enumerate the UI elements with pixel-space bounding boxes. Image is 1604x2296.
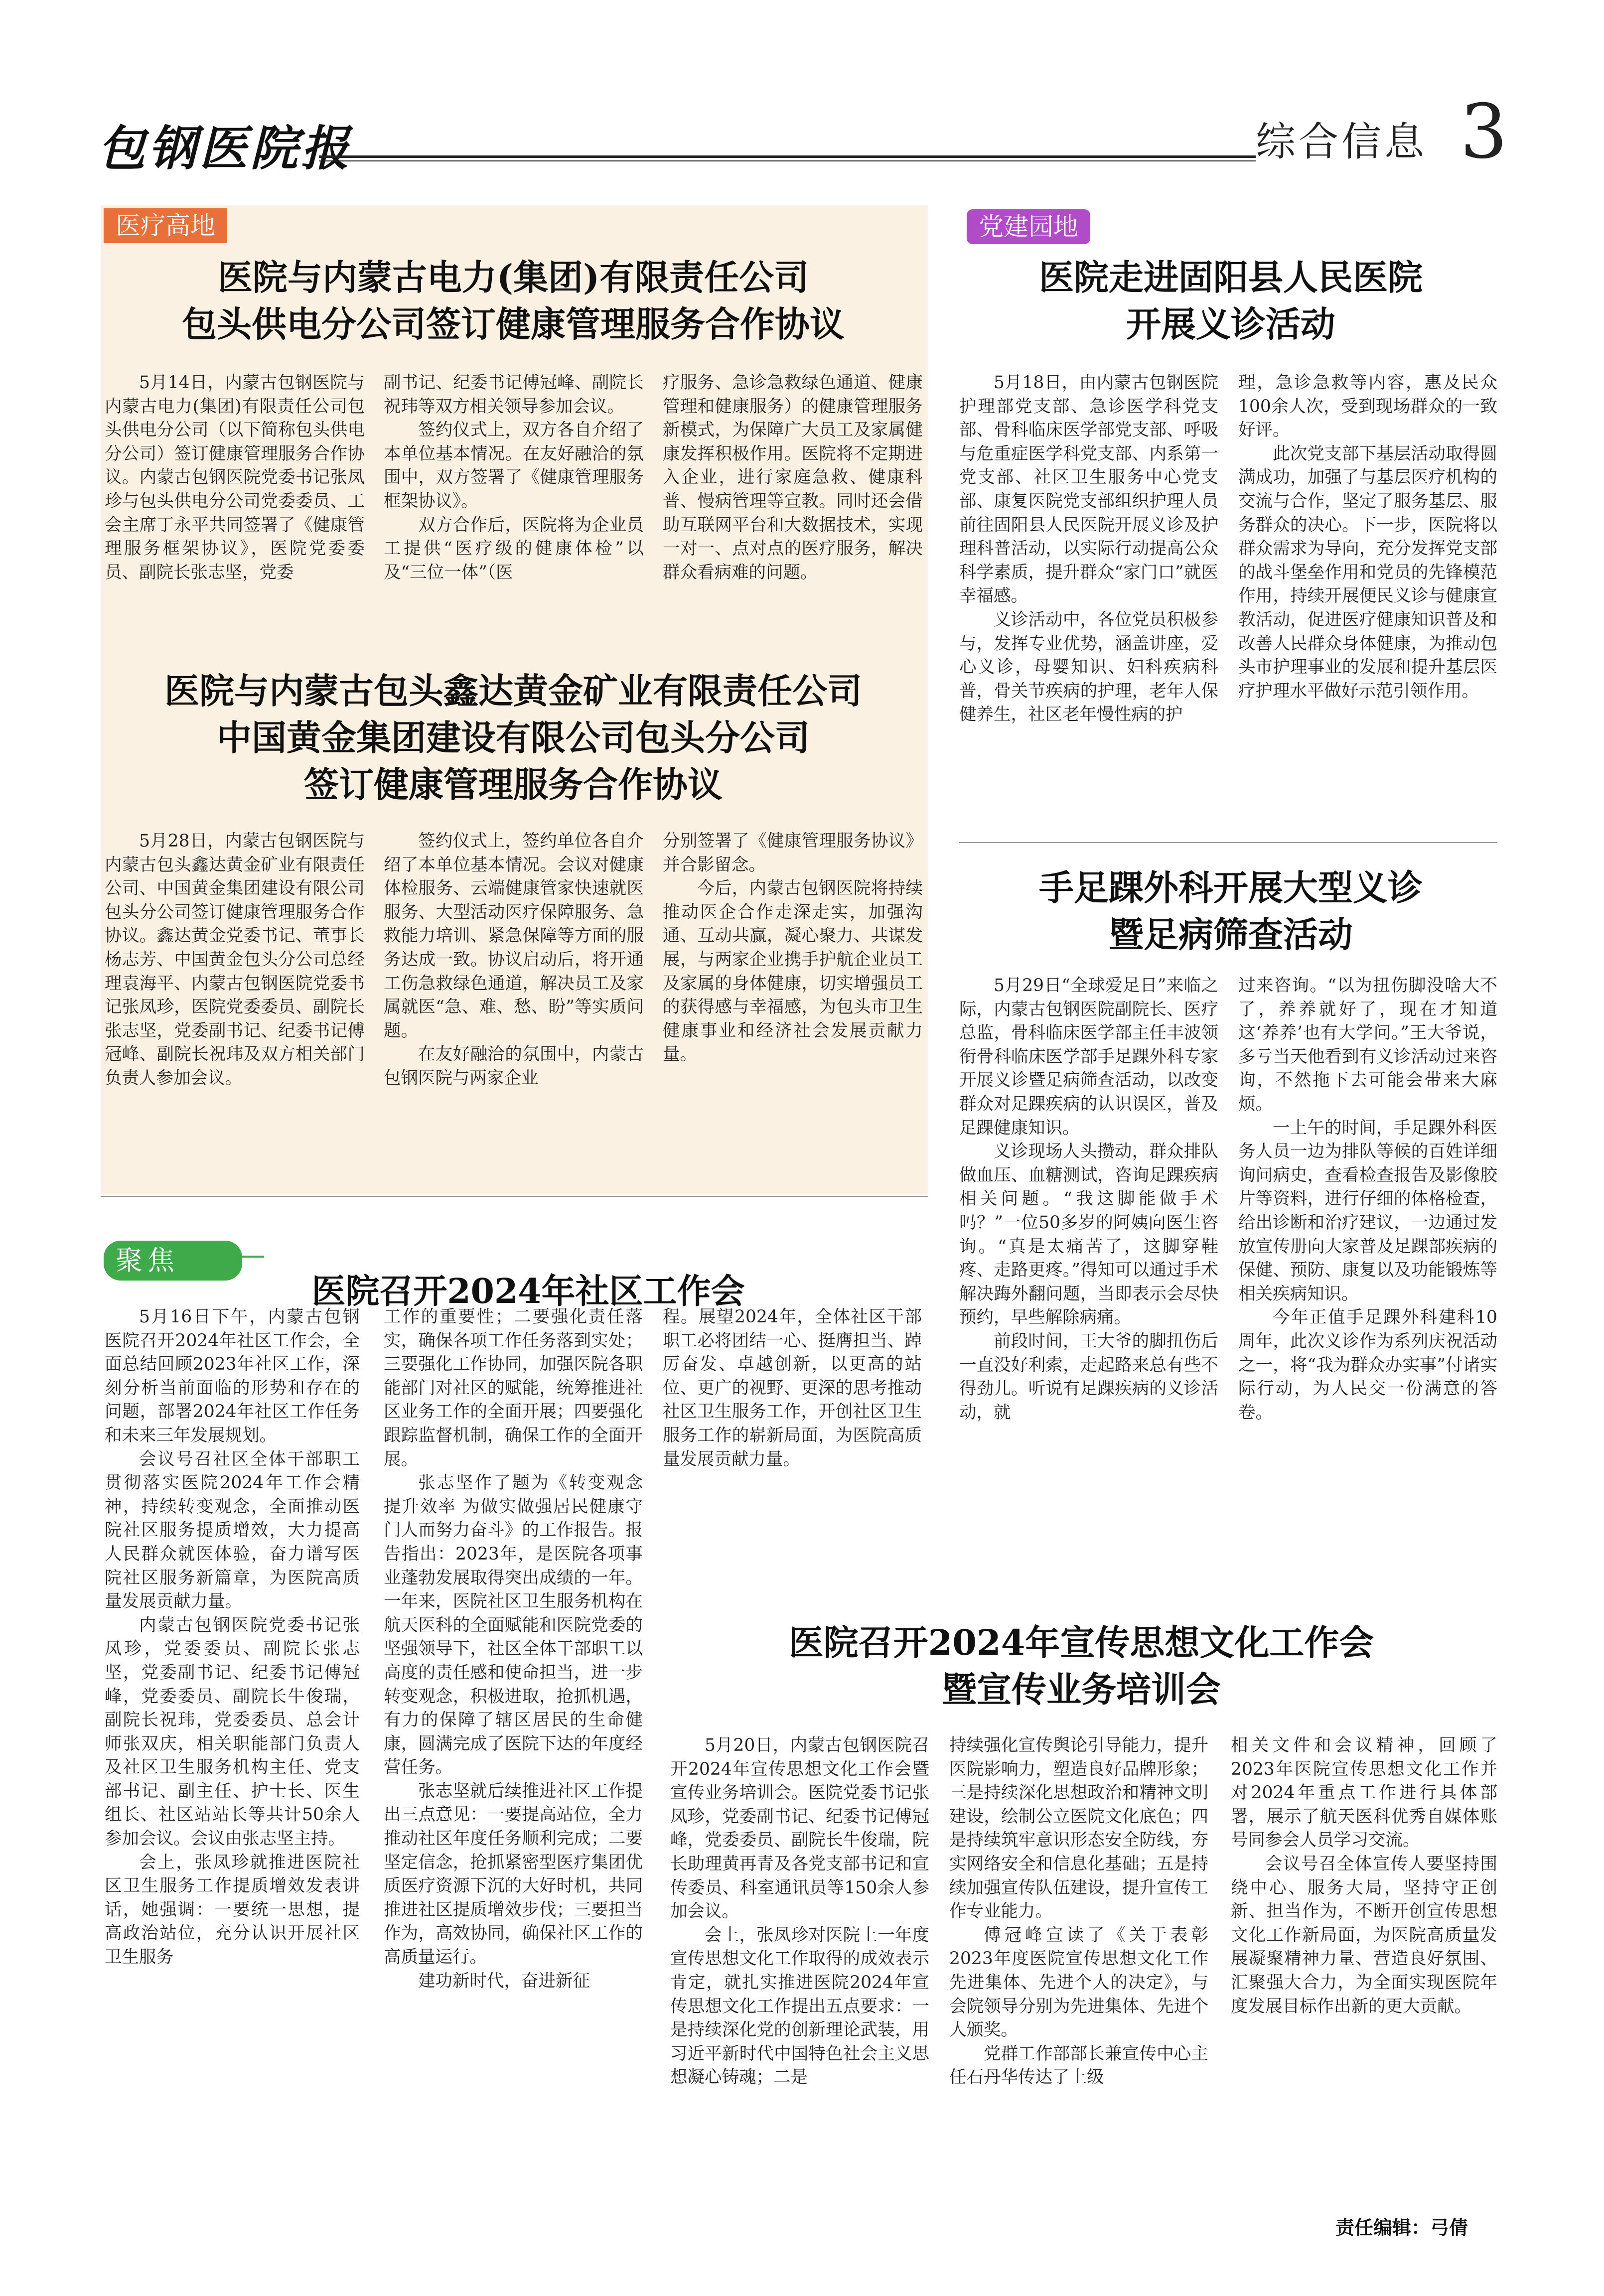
paragraph: 会上，张凤珍就推进医院社区卫生服务工作提质增效发表讲话，她强调：一要统一思想，提高政治站位，充分认识开展社区卫生服务 [105,1852,360,1968]
paragraph: 程。展望2024年，全体社区干部职工必将团结一心、挺膺担当、踔厉奋发、卓越创新，以更高的站位、更广的视野、更深的思考推动社区卫生服务工作，开创社区卫生服务工作的崭新局面，为医院高质量发展贡献力量。 [663,1307,922,1469]
article-3-column-2 [1238,371,1497,810]
article-2-column-1 [105,830,365,1168]
article-2-column-3 [663,830,923,1168]
paragraph: 党群工作部部长兼宣传中心主任石丹华传达了上级 [949,2043,1208,2088]
headline-line: 手足踝外科开展大型义诊 [1039,867,1423,908]
article-4-column-2 [1238,974,1497,1572]
article-3-headline [962,254,1500,348]
headline-line: 中国黄金集团建设有限公司包头分公司 [217,717,810,758]
paragraph: 张志坚作了题为《转变观念 提升效率 为做实做强居民健康守门人而努力奋斗》的工作报告。报告指出：2023年，是医院各项事业蓬勃发展取得突出成绩的一年。一年来，医院社区卫生服务机构在航天医科的全面赋能和医院党委的坚强领导下，社区全体干部职工以高度的责任感和使命担当，进一步转变观念，积极进取，抢抓机遇，有力的保障了辖区居民的生命健康，圆满完成了医院下达的年度经营任务。 [384,1473,643,1778]
paragraph: 在友好融洽的氛围中，内蒙古包钢医院与两家企业 [384,1044,644,1088]
paragraph: 此次党支部下基层活动取得圆满成功，加强了与基层医疗机构的交流与合作，坚定了服务基层、服务群众的决心。下一步，医院将以群众需求为导向，充分发挥党支部的战斗堡垒作用和党员的先锋模范作用，持续开展便民义诊与健康宣教活动，促进医疗健康知识普及和改善人民群众身体健康，为推动包头市护理事业的发展和提升基层医疗护理水平做好示范引领作用。 [1238,443,1497,701]
paragraph: 义诊活动中，各位党员积极参与，发挥专业优势，涵盖讲座，爱心义诊，母婴知识、妇科疾病科普，骨关节疾病的护理，老年人保健养生，社区老年慢性病的护 [959,609,1218,725]
article-2-column-2 [384,830,644,1168]
paragraph: 会议号召全体宣传人要坚持围绕中心、服务大局，坚持守正创新、担当作为，不断开创宣传思想文化工作新局面，为医院高质量发展凝聚精神力量、营造良好氛围、汇聚强大合力，为全面实现医院年度发展目标作出新的更大贡献。 [1231,1854,1497,2016]
article-2-headline [105,668,922,808]
section-tag-medical: 医疗高地 [104,208,227,243]
paragraph: 会议号召社区全体干部职工贯彻落实医院2024年工作会精神，持续转变观念，全面推动医院社区服务提质增效，大力提高人民群众就医体验，奋力谱写医院社区服务新篇章，为医院高质量发展贡献力量。 [105,1449,360,1612]
headline-line: 医院与内蒙古电力(集团)有限责任公司 [217,257,809,298]
paragraph: 义诊现场人头攒动，群众排队做血压、血糖测试，咨询足踝疾病相关问题。“我这脚能做手术吗？”一位50多岁的阿姨向医生咨询。“真是太痛苦了，这脚穿鞋疼、走路更疼。”得知可以通过手术解决踇外翻问题，当即表示会尽快预约，早些解除病痛。 [959,1142,1218,1328]
article-4-column-1 [959,974,1218,1572]
article-5-column-3 [663,1305,922,1584]
paragraph: 5月20日，内蒙古包钢医院召开2024年宣传思想文化工作会暨宣传业务培训会。医院党委书记张凤珍，党委副书记、纪委书记傅冠峰，党委委员、副院长牛俊瑞，院长助理黄再青及各党支部书记和宣传委员、科室通讯员等150余人参加会议。 [670,1735,929,1922]
page-number: 3 [1460,89,1508,175]
paragraph: 建功新时代，奋进新征 [418,1971,590,1991]
tag-decoration-line [219,1256,264,1263]
editor-credit: 责任编辑：弓倩 [1335,2217,1468,2239]
paragraph: 分别签署了《健康管理服务协议》并合影留念。 [663,831,923,875]
headline-line: 医院召开2024年宣传思想文化工作会 [788,1622,1374,1663]
paragraph: 5月18日，由内蒙古包钢医院护理部党支部、急诊医学科党支部、骨科临床医学部党支部、呼吸与危重症医学科党支部、内系第一党支部、社区卫生服务中心党支部、康复医院党支部组织护理人员前往固阳县人民医院开展义诊及护理科普活动，以实际行动提高公众科学素质，提升群众“家门口”就医幸福感。 [959,373,1218,606]
article-1-column-2 [384,371,644,640]
paragraph: 今后，内蒙古包钢医院将持续推动医企合作走深走实，加强沟通、互动共赢，凝心聚力、共谋发展，与两家企业携手护航企业员工及家属的身体健康，切实增强员工的获得感与幸福感，为包头市卫生健康事业和经济社会发展贡献力量。 [663,878,923,1065]
section-title: 综合信息 [1256,119,1427,165]
paragraph: 张志坚就后续推进社区工作提出三点意见：一要提高站位，全力推动社区年度任务顺利完成；二要坚定信念，抢抓紧密型医疗集团优质医疗资源下沉的大好时机，共同推进社区提质增效步伐；三要担当作为，高效协同，确保社区工作的高质量运行。 [384,1781,643,1968]
paragraph: 签约仪式上，双方各自介绍了本单位基本情况。在友好融洽的氛围中，双方签署了《健康管理服务框架协议》。 [384,420,644,511]
article-5-column-1 [105,1305,360,2222]
headline-line: 医院走进固阳县人民医院 [1039,257,1423,298]
article-6-column-2 [949,1734,1208,2202]
article-4-headline [962,864,1500,958]
paragraph: 理，急诊急救等内容，惠及民众100余人次，受到现场群众的一致好评。 [1238,373,1497,440]
headline-line: 包头供电分公司签订健康管理服务合作协议 [182,303,845,345]
paragraph: 副书记、纪委书记傅冠峰、副院长祝玮等双方相关领导参加会议。 [384,373,644,417]
paragraph: 内蒙古包钢医院党委书记张凤珍，党委委员、副院长张志坚，党委副书记、纪委书记傅冠峰，党委委员、副院长牛俊瑞，副院长祝玮，党委委员、总会计师张双庆，相关职能部门负责人及社区卫生服务机构主任、党支部书记、副主任、护士长、医生组长、社区站站长等共计50余人参加会议。会议由张志坚主持。 [105,1615,360,1849]
paragraph: 5月16日下午，内蒙古包钢医院召开2024年社区工作会，全面总结回顾2023年社区工作，深刻分析当前面临的形势和存在的问题，部署2024年社区工作任务和未来三年发展规划。 [105,1307,360,1445]
paragraph: 疗服务、急诊急救绿色通道、健康管理和健康服务）的健康管理服务新模式，为保障广大员工及家属健康发挥积极作用。医院将不定期进入企业，进行家庭急救、健康科普、慢病管理等宣教。同时还会借助互联网平台和大数据技术，实现一对一、点对点的医疗服务，解决群众看病难的问题。 [663,373,923,582]
article-6-column-1 [670,1734,929,2202]
paragraph: 前段时间，王大爷的脚扭伤后一直没好利索，走起路来总有些不得劲儿。听说有足踝疾病的义诊活动，就 [959,1331,1218,1423]
paragraph: 会上，张凤珍对医院上一年度宣传思想文化工作取得的成效表示肯定，就扎实推进医院2024年宣传思想文化工作提出五点要求：一是持续深化党的创新理论武装，用习近平新时代中国特色社会主义思想凝心铸魂；二是 [670,1925,929,2088]
paragraph: 傅冠峰宣读了《关于表彰2023年度医院宣传思想文化工作先进集体、先进个人的决定》，与会院领导分别为先进集体、先进个人颁奖。 [949,1925,1208,2040]
headline-line: 暨足病筛查活动 [1109,914,1353,955]
headline-line: 暨宣传业务培训会 [942,1669,1221,1710]
article-3-column-1 [959,371,1218,810]
paragraph: 一上午的时间，手足踝外科医务人员一边为排队等候的百姓详细询问病史，查看检查报告及影像胶片等资料，进行仔细的体格检查，给出诊断和治疗建议，一边通过发放宣传册向大家普及足踝部疾病的保健、预防、康复以及功能锻炼等相关疾病知识。 [1238,1118,1497,1304]
header-rule-thin [319,160,1256,161]
article-1-column-3 [663,371,923,640]
paragraph: 5月29日“全球爱足日”来临之际，内蒙古包钢医院副院长、医疗总监，骨科临床医学部主任丰波领衔骨科临床医学部手足踝外科专家开展义诊暨足病筛查活动，以改变群众对足踝疾病的认识误区，普及足踝健康知识。 [959,976,1218,1138]
section-tag-focus: 聚焦 [104,1241,242,1281]
divider [959,842,1497,843]
article-1-column-1 [105,371,365,640]
article-6-column-3 [1231,1734,1497,2202]
headline-line: 开展义诊活动 [1126,303,1335,345]
paragraph: 工作的重要性；二要强化责任落实，确保各项工作任务落到实处；三要强化工作协同，加强医院各职能部门对社区的赋能，统筹推进社区业务工作的全面开展；四要强化跟踪监督机制，确保工作的全面开展。 [384,1307,643,1469]
paragraph: 持续强化宣传舆论引导能力，提升医院影响力，塑造良好品牌形象；三是持续深化思想政治和精神文明建设，绘制公立医院文化底色；四是持续筑牢意识形态安全防线，夯实网络安全和信息化基础；五是持续加强宣传队伍建设，提升宣传工作专业能力。 [949,1735,1208,1922]
paragraph: 双方合作后，医院将为企业员工提供“医疗级的健康体检”以及“三位一体”（医 [384,515,644,582]
paragraph: 今年正值手足踝外科建科10周年，此次义诊作为系列庆祝活动之一，将“我为群众办实事”付诸实际行动，为人民交一份满意的答卷。 [1238,1307,1497,1423]
paragraph: 签约仪式上，签约单位各自介绍了本单位基本情况。会议对健康体检服务、云端健康管家快速就医服务、大型活动医疗保障服务、急救能力培训、紧急保障等方面的服务达成一致。协议启动后，将开通工伤急救绿色通道，解决员工及家属就医“急、难、愁、盼”等实质问题。 [384,831,644,1041]
section-tag-party: 党建园地 [967,209,1090,244]
headline-line: 医院与内蒙古包头鑫达黄金矿业有限责任公司 [164,670,862,712]
paragraph: 相关文件和会议精神，回顾了2023年医院宣传思想文化工作并对2024年重点工作进行具体部署，展示了航天医科优秀自媒体账号同参会人员学习交流。 [1231,1735,1497,1851]
article-1-headline [105,254,922,348]
article-6-headline [663,1619,1500,1713]
divider [101,1196,928,1197]
article-5-headline: 医院召开2024年社区工作会 [311,1272,745,1311]
paragraph: 5月14日，内蒙古包钢医院与内蒙古电力(集团)有限责任公司包头供电分公司（以下简称包头供电分公司）签订健康管理服务合作协议。内蒙古包钢医院党委书记张凤珍与包头供电分公司党委委员、工会主席丁永平共同签署了《健康管理服务框架协议》，医院党委委员、副院长张志坚，党委 [105,373,365,582]
article-5-column-2 [384,1305,643,2222]
paragraph: 过来咨询。“以为扭伤脚没啥大不了，养养就好了，现在才知道这‘养养’也有大学问。”王大爷说，多亏当天他看到有义诊活动过来咨询，不然拖下去可能会带来大麻烦。 [1238,976,1497,1114]
paragraph: 5月28日，内蒙古包钢医院与内蒙古包头鑫达黄金矿业有限责任公司、中国黄金集团建设有限公司包头分公司签订健康管理服务合作协议。鑫达黄金党委书记、董事长杨志芳、中国黄金包头分公司总经理袁海平、内蒙古包钢医院党委书记张凤珍，医院党委委员、副院长张志坚，党委副书记、纪委书记傅冠峰、副院长祝玮及双方相关部门负责人参加会议。 [105,831,365,1088]
header-rule [319,155,1256,158]
headline-line: 签订健康管理服务合作协议 [304,764,723,805]
masthead: 包钢医院报 [98,120,352,176]
